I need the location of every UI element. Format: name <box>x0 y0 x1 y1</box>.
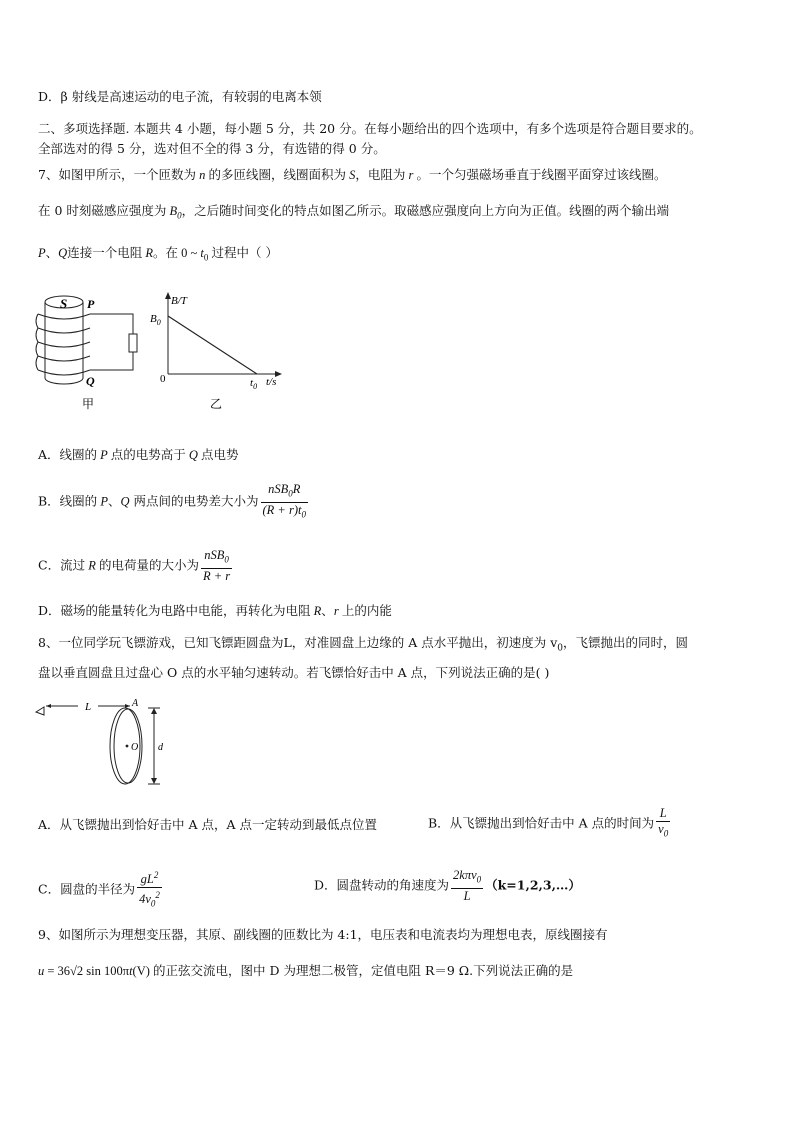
fraction-l-v0: $\frac{L}{v_0}$ <box>658 806 669 839</box>
label-q: Q <box>86 374 95 388</box>
q8-line1-text: 8、一位同学玩飞镖游戏，已知飞镖距圆盘为L，对准圆盘上边缘的 A 点水平抛出，初速度为 v <box>38 635 558 650</box>
fraction-b: $\frac{nSB_0R}{(R + r)t_0}$ <box>262 482 306 519</box>
fraction-c: $\frac{nSB_0}{R + r}$ <box>202 548 231 583</box>
q8-optC-text: C．圆盘的半径为 <box>38 881 136 897</box>
q7-optD-a: D．磁场的能量转化为电路中电能，再转化为电阻 <box>38 603 311 618</box>
q7-optA-c: 点电势 <box>201 447 239 462</box>
label-a: A <box>132 698 139 709</box>
q9-line2-text: 的正弦交流电，图中 D 为理想二极管，定值电阻 R＝9 Ω.下列说法正确的是 <box>153 963 574 978</box>
q7-line2: 在 0 时刻磁感应强度为 $B_0$，之后随时间变化的特点如图乙所示。取磁感应强度向上方向为正值。线圈的两个输出端 <box>38 203 670 221</box>
label-s: S <box>60 296 68 311</box>
center-dot <box>126 745 129 748</box>
label-jia: 甲 <box>82 397 95 411</box>
b-line <box>168 316 257 374</box>
q7-text-2a: 在 0 时刻磁感应强度为 <box>38 203 167 218</box>
q8-optD-tail: （k=1,2,3,…） <box>485 877 581 893</box>
q7-optC-a: C．流过 <box>38 557 86 573</box>
label-l: L <box>85 701 92 713</box>
tick-origin: 0 <box>160 373 166 385</box>
q7-optB-b: 两点间的电势差大小为 <box>133 493 259 509</box>
q9-voltage-formula: u = 36√2 sin 100πt(V) <box>38 964 154 978</box>
q7-optA-a: A．线圈的 <box>38 447 98 462</box>
q7-text-d: 。一个匀强磁场垂直于线圈平面穿过该线圈。 <box>416 167 667 182</box>
q7-option-c: C．流过 R 的电荷量的大小为 $\frac{nSB_0}{R + r}$ <box>38 548 231 583</box>
q8-option-b <box>428 806 672 842</box>
q7-text-3b: 。在 <box>152 245 178 260</box>
tick-t0: $t_0$ <box>250 377 258 391</box>
axis-y-label: B/T <box>171 295 187 307</box>
q7-option-a: A．线圈的 P 点的电势高于 Q 点电势 <box>38 447 239 462</box>
label-o: O <box>131 742 139 753</box>
q7-optB-a: B．线圈的 <box>38 493 98 509</box>
label-d: d <box>158 742 163 753</box>
q8-figure <box>34 696 174 788</box>
q9-line1: 9、如图所示为理想变压器，其原、副线圈的匝数比为 4:1，电压表和电流表均为理想电表，原线圈接有 <box>38 927 608 942</box>
q7-figure <box>30 290 300 420</box>
label-p: P <box>87 297 95 311</box>
q7-text-2b: ，之后随时间变化的特点如图乙所示。取磁感应强度向上方向为正值。线圈的两个输出端 <box>181 203 670 218</box>
fraction-omega: $\frac{2k\pi v_0}{L}$ <box>453 868 482 903</box>
q8-line1: 8、一位同学玩飞镖游戏，已知飞镖距圆盘为L，对准圆盘上边缘的 A 点水平抛出，初速度为 $v_0$，飞镖抛出的同时，圆 <box>38 635 689 654</box>
q8-option-c <box>38 868 164 912</box>
q7-text-c: ，电阻为 <box>355 167 406 182</box>
q7-text-3a: 连接一个电阻 <box>67 245 143 260</box>
label-yi: 乙 <box>210 397 223 411</box>
q8-line1-tail: ，飞镖抛出的同时，圆 <box>563 635 689 650</box>
q8-option-a: A．从飞镖抛出到恰好击中 A 点，A 点一定转动到最低点位置 <box>38 817 378 832</box>
q8-optD-text: D．圆盘转动的角速度为 <box>314 877 450 893</box>
q7-optD-b: 上的内能 <box>341 603 392 618</box>
q8-optB-text: B．从飞镖抛出到恰好击中 A 点的时间为 <box>428 815 655 831</box>
q7-optC-b: 的电荷量的大小为 <box>98 557 199 573</box>
q7-optA-b: 点的电势高于 <box>110 447 186 462</box>
q7-line3: P、Q连接一个电阻 R。在 0 ~ $t_0$ 过程中（ ） <box>38 245 278 263</box>
section2-line1: 二、多项选择题. 本题共 4 小题，每小题 5 分，共 20 分。在每小题给出的四个选项中，有多个选项是符合题目要求的。 <box>38 121 702 136</box>
q7-option-d: D．磁场的能量转化为电路中电能，再转化为电阻 R、r 上的内能 <box>38 603 392 618</box>
q8-option-d <box>314 868 581 904</box>
dart-icon <box>36 707 44 715</box>
q7-text-3c: 过程中（ ） <box>211 245 278 260</box>
fraction-radius: $\frac{gL^2}{4v_0^2}$ <box>139 870 160 909</box>
q7-option-b: B．线圈的 P、Q 两点间的电势差大小为 $\frac{nSB_0R}{(R + r)t_0}$ <box>38 482 310 522</box>
q8-line2: 盘以垂直圆盘且过盘心 O 点的水平轴匀速转动。若飞镖恰好击中 A 点，下列说法正确的是( ) <box>38 665 550 680</box>
option-d-beta: D．β 射线是高速运动的电子流，有较弱的电离本领 <box>38 89 322 104</box>
axis-x-label: t/s <box>266 376 277 388</box>
q7-text-a: 7、如图甲所示，一个匝数为 <box>38 167 196 182</box>
q9-line2 <box>38 962 573 980</box>
tick-b0: $B_0$ <box>150 313 161 327</box>
section2-line2: 全部选对的得 5 分，选对但不全的得 3 分，有选错的得 0 分。 <box>38 141 386 156</box>
q7-line1: 7、如图甲所示，一个匝数为 n 的多匝线圈，线圈面积为 S，电阻为 r 。一个匀强磁场垂直于线圈平面穿过该线圈。 <box>38 167 667 182</box>
q7-text-b: 的多匝线圈，线圈面积为 <box>208 167 346 182</box>
